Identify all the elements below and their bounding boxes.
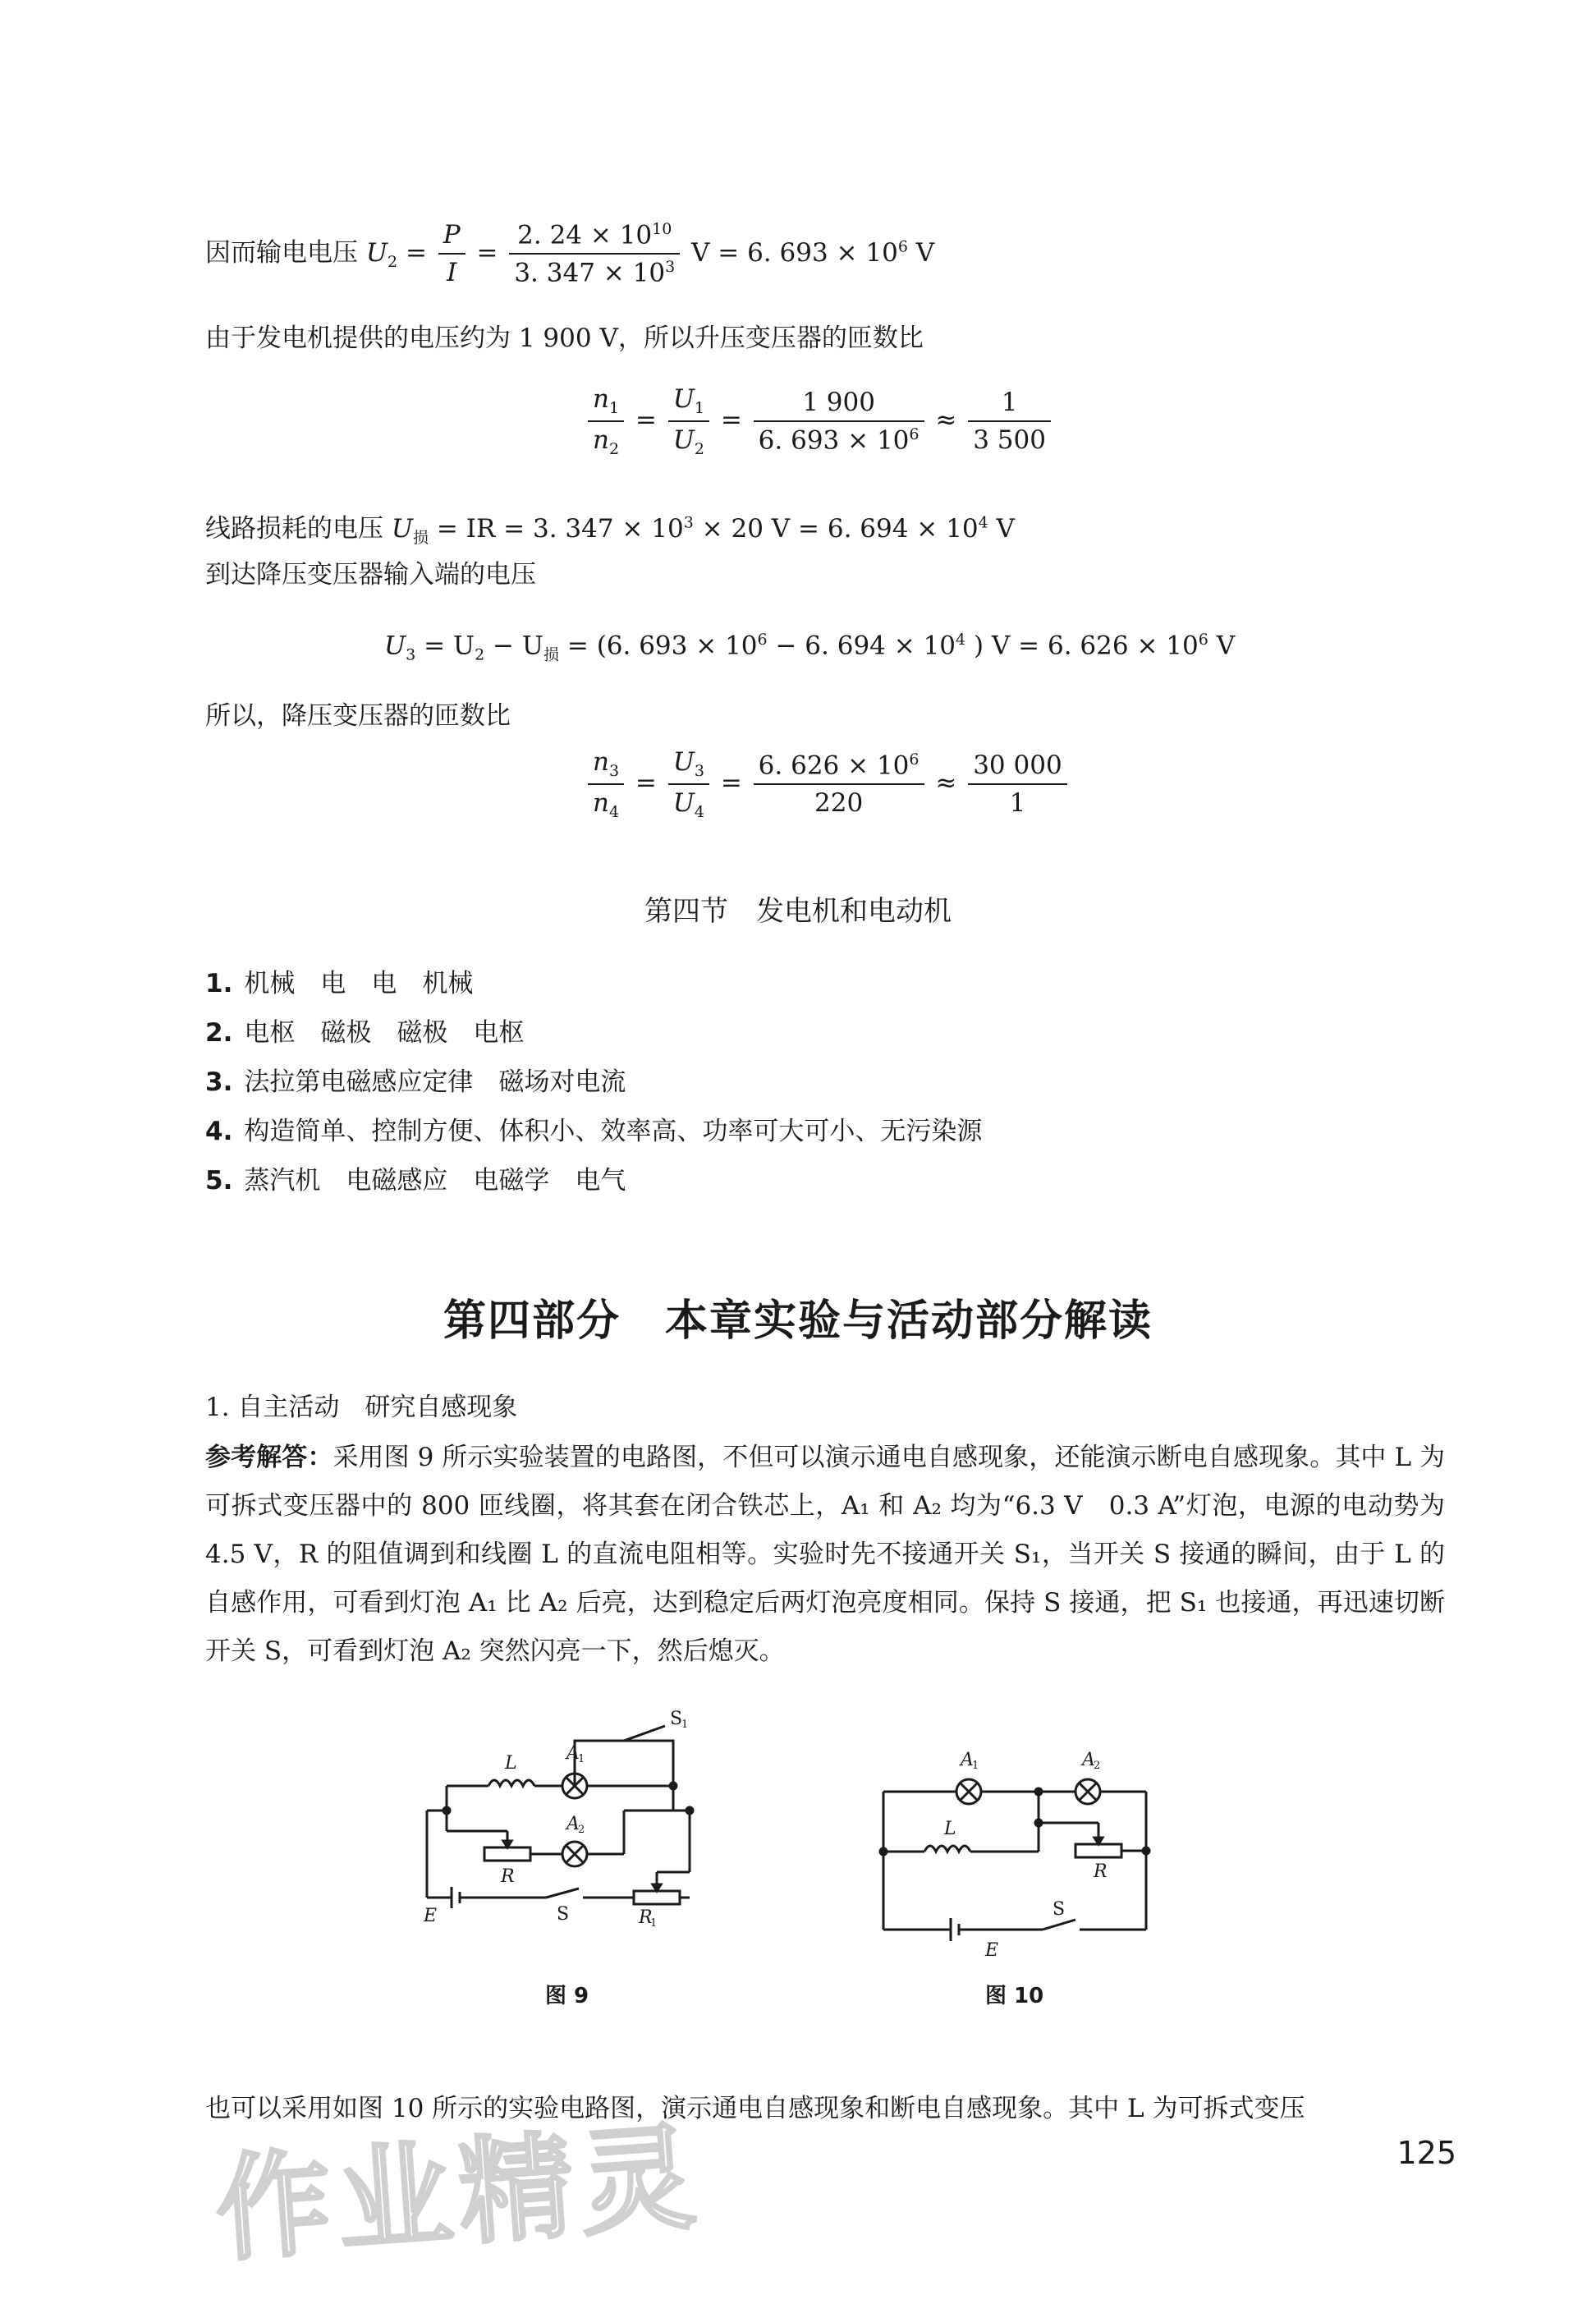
- item-heading: 1. 自主活动 研究自感现象: [205, 1393, 518, 1422]
- sub: 1: [608, 399, 620, 418]
- sup: 6: [909, 425, 920, 444]
- watermark: 作业精灵: [211, 2110, 706, 2279]
- den: 3. 347 × 10: [514, 258, 666, 288]
- svg-text:A: A: [1082, 1750, 1095, 1770]
- answer-item: [205, 962, 473, 999]
- equation-stepdown-ratio: $\frac{n_3}{n_4}$ = $\frac{U_3}{U_4}$ = $\frac{6. 626 \times 10^6}{220}$ ≈ $\frac{30 000}{1}$: [585, 747, 1071, 821]
- num: n: [593, 384, 609, 414]
- svg-text:E: E: [424, 1906, 438, 1926]
- den: 6. 693 × 10: [758, 425, 910, 456]
- fraction-power-current: [509, 220, 680, 288]
- text-prefix: 线路损耗的电压: [205, 514, 383, 544]
- paragraph-text: 采用图 9 所示实验装置的电路图，不但可以演示通电自感现象，还能演示断电自感现象。其中 L 为可拆式变压器中的 800 匝线圈，将其套在闭合铁芯上，A₁ 和 A₂ 均为“6.3 V 0.3 A”灯泡，电源的电动势为 4.5 V，R 的阻值调到和线圈 L 的直流电阻相等。实验时先不接通开关 S₁，当开关 S 接通的瞬间，由于 L 的自感作用，可看到灯泡 A₁ 比 A₂ 后亮，达到稳定后两灯泡亮度相同。保持 S 接通，把 S₁ 也接通，再迅速切断开关 S，可看到灯泡 A₂ 突然闪亮一下，然后熄灭。: [205, 1443, 1445, 1666]
- den: I: [447, 258, 457, 288]
- svg-text:A: A: [566, 1814, 580, 1834]
- figure-10-caption: 图 10: [985, 1984, 1044, 2008]
- approx-sign: ≈: [935, 405, 957, 435]
- fraction-result-2: [968, 750, 1066, 818]
- sub: 2: [608, 440, 620, 459]
- equation-line-loss: 线路损耗的电压 $U_损$ = IR = 3. $347 \times 10^3 \times 20$ V = 6. $694 \times 10^4$ V: [205, 513, 1015, 548]
- part-title: 第四部分 本章实验与活动部分解读: [443, 1297, 1153, 1346]
- svg-text:L: L: [505, 1753, 517, 1774]
- text: − U: [493, 631, 543, 661]
- num: 6. 626 × 10: [758, 750, 910, 781]
- answer-item: [205, 1012, 524, 1049]
- fraction-values-2: [754, 750, 924, 818]
- fraction-p-over-i: [438, 220, 466, 287]
- svg-text:S: S: [1053, 1899, 1066, 1920]
- svg-text:2: 2: [1094, 1760, 1101, 1772]
- fraction-u1-u2: [668, 384, 709, 458]
- reference-label: 参考解答：: [205, 1443, 333, 1472]
- unit: V: [915, 237, 935, 268]
- sup: 6: [909, 750, 920, 769]
- svg-text:1: 1: [972, 1760, 979, 1772]
- text: − 6. 694 × 10: [775, 631, 956, 661]
- circuit-figure-10: [870, 1741, 1182, 1961]
- sup: 10: [652, 220, 672, 238]
- svg-text:R: R: [639, 1907, 653, 1928]
- svg-text:R: R: [1094, 1861, 1108, 1882]
- sub: 损: [413, 529, 429, 548]
- answer-text: 构造简单、控制方便、体积小、效率高、功率可大可小、无污染源: [244, 1117, 983, 1146]
- text-prefix: 因而输电电压: [205, 237, 358, 268]
- reference-answer-paragraph: [205, 1434, 1445, 1676]
- num: 2. 24 × 10: [517, 220, 653, 250]
- page-number: 125: [1396, 2135, 1456, 2171]
- section-title: 第四节 发电机和电动机: [644, 895, 952, 928]
- sub: 1: [694, 399, 704, 418]
- answer-item: [205, 1159, 626, 1196]
- num: U: [672, 384, 695, 414]
- equation-transmission-voltage: 因而输电电压 $U_2$ = $\frac{P}{I}$ = $\frac{2. 24 \times 10^{10}}{3. 347 \times 10^3}$ V = 6. $693 \times 10^6$ V: [205, 220, 935, 288]
- den: 3 500: [973, 425, 1046, 456]
- text: = U: [424, 631, 475, 661]
- result: V = 6. 693 × 10: [691, 237, 898, 268]
- svg-text:S: S: [557, 1904, 570, 1925]
- svg-text:1: 1: [681, 1719, 689, 1731]
- text: × 20 V = 6. 694 × 10: [701, 514, 979, 544]
- equation-u3: $U_3 = U_2 - U_损 = (6$. $693 \times 10^6 - 6$. $694 \times 10^4$ ) V = 6. $626 \times 10^6$ V: [384, 631, 1236, 664]
- answer-number: 3.: [205, 1067, 233, 1097]
- svg-text:S: S: [670, 1709, 683, 1729]
- svg-text:1: 1: [650, 1917, 658, 1930]
- sup: 3: [665, 258, 676, 277]
- svg-text:R: R: [501, 1866, 515, 1887]
- sup: 6: [897, 237, 908, 256]
- svg-text:2: 2: [578, 1824, 585, 1836]
- num: 1: [968, 388, 1051, 422]
- svg-text:1: 1: [578, 1753, 585, 1765]
- figure-9-caption: 图 9: [545, 1984, 589, 2008]
- text-line-generator-voltage: 由于发电机提供的电压约为 1 900 V，所以升压变压器的匝数比: [205, 324, 924, 353]
- var-u: U: [365, 237, 388, 268]
- num: 1 900: [754, 388, 924, 422]
- den: 1: [1009, 788, 1026, 819]
- unit: V: [996, 514, 1015, 544]
- text: ) V = 6. 626 × 10: [973, 631, 1199, 661]
- fraction-n3-n4: $\frac{n_3}{n_4}$: [588, 747, 624, 821]
- equation-stepup-ratio: $\frac{n_1}{n_2}$ = $\frac{U_1}{U_2}$ = $\frac{1 900}{6. 693 \times 10^6}$ ≈ $\frac{1}{3 500}$: [585, 384, 1054, 458]
- sup: 4: [978, 513, 988, 532]
- answer-number: 4.: [205, 1117, 233, 1146]
- svg-text:E: E: [985, 1940, 999, 1961]
- den: 220: [814, 788, 864, 819]
- answer-number: 1.: [205, 969, 233, 998]
- answer-item: [205, 1061, 626, 1098]
- text-line-input-voltage: 到达降压变压器输入端的电压: [205, 560, 536, 590]
- text-line-last: 也可以采用如图 10 所示的实验电路图，演示通电自感现象和断电自感现象。其中 L 为可拆式变压: [205, 2094, 1305, 2123]
- svg-text:L: L: [944, 1819, 956, 1839]
- den: U: [672, 425, 695, 456]
- text-line-stepdown: 所以，降压变压器的匝数比: [205, 701, 511, 731]
- approx-sign: ≈: [935, 768, 957, 798]
- fraction-u3-u4: $\frac{U_3}{U_4}$: [668, 747, 709, 821]
- fraction-values: [754, 388, 924, 455]
- num: P: [438, 220, 466, 255]
- answer-item: [205, 1110, 982, 1147]
- fraction-n1-n2: [588, 384, 624, 458]
- answer-text: 机械 电 电 机械: [244, 969, 474, 998]
- num: 30 000: [968, 750, 1066, 785]
- sub: 2: [694, 440, 704, 459]
- answer-number: 5.: [205, 1166, 233, 1196]
- sub: 损: [543, 645, 559, 664]
- answer-text: 电枢 磁极 磁极 电枢: [244, 1018, 525, 1048]
- sup: 3: [683, 513, 694, 532]
- answer-number: 2.: [205, 1018, 233, 1048]
- fraction-result: [968, 388, 1051, 455]
- den: n: [593, 425, 609, 456]
- circuit-figure-9: [410, 1708, 739, 1930]
- answer-text: 蒸汽机 电磁感应 电磁学 电气: [244, 1166, 626, 1196]
- unit: V: [1216, 631, 1236, 661]
- answer-text: 法拉第电磁感应定律 磁场对电流: [244, 1067, 626, 1097]
- text: = (6. 693 × 10: [566, 631, 758, 661]
- text: = IR = 3. 347 × 10: [436, 514, 684, 544]
- svg-text:A: A: [566, 1743, 580, 1764]
- svg-text:A: A: [961, 1750, 974, 1770]
- sub: 2: [388, 253, 398, 272]
